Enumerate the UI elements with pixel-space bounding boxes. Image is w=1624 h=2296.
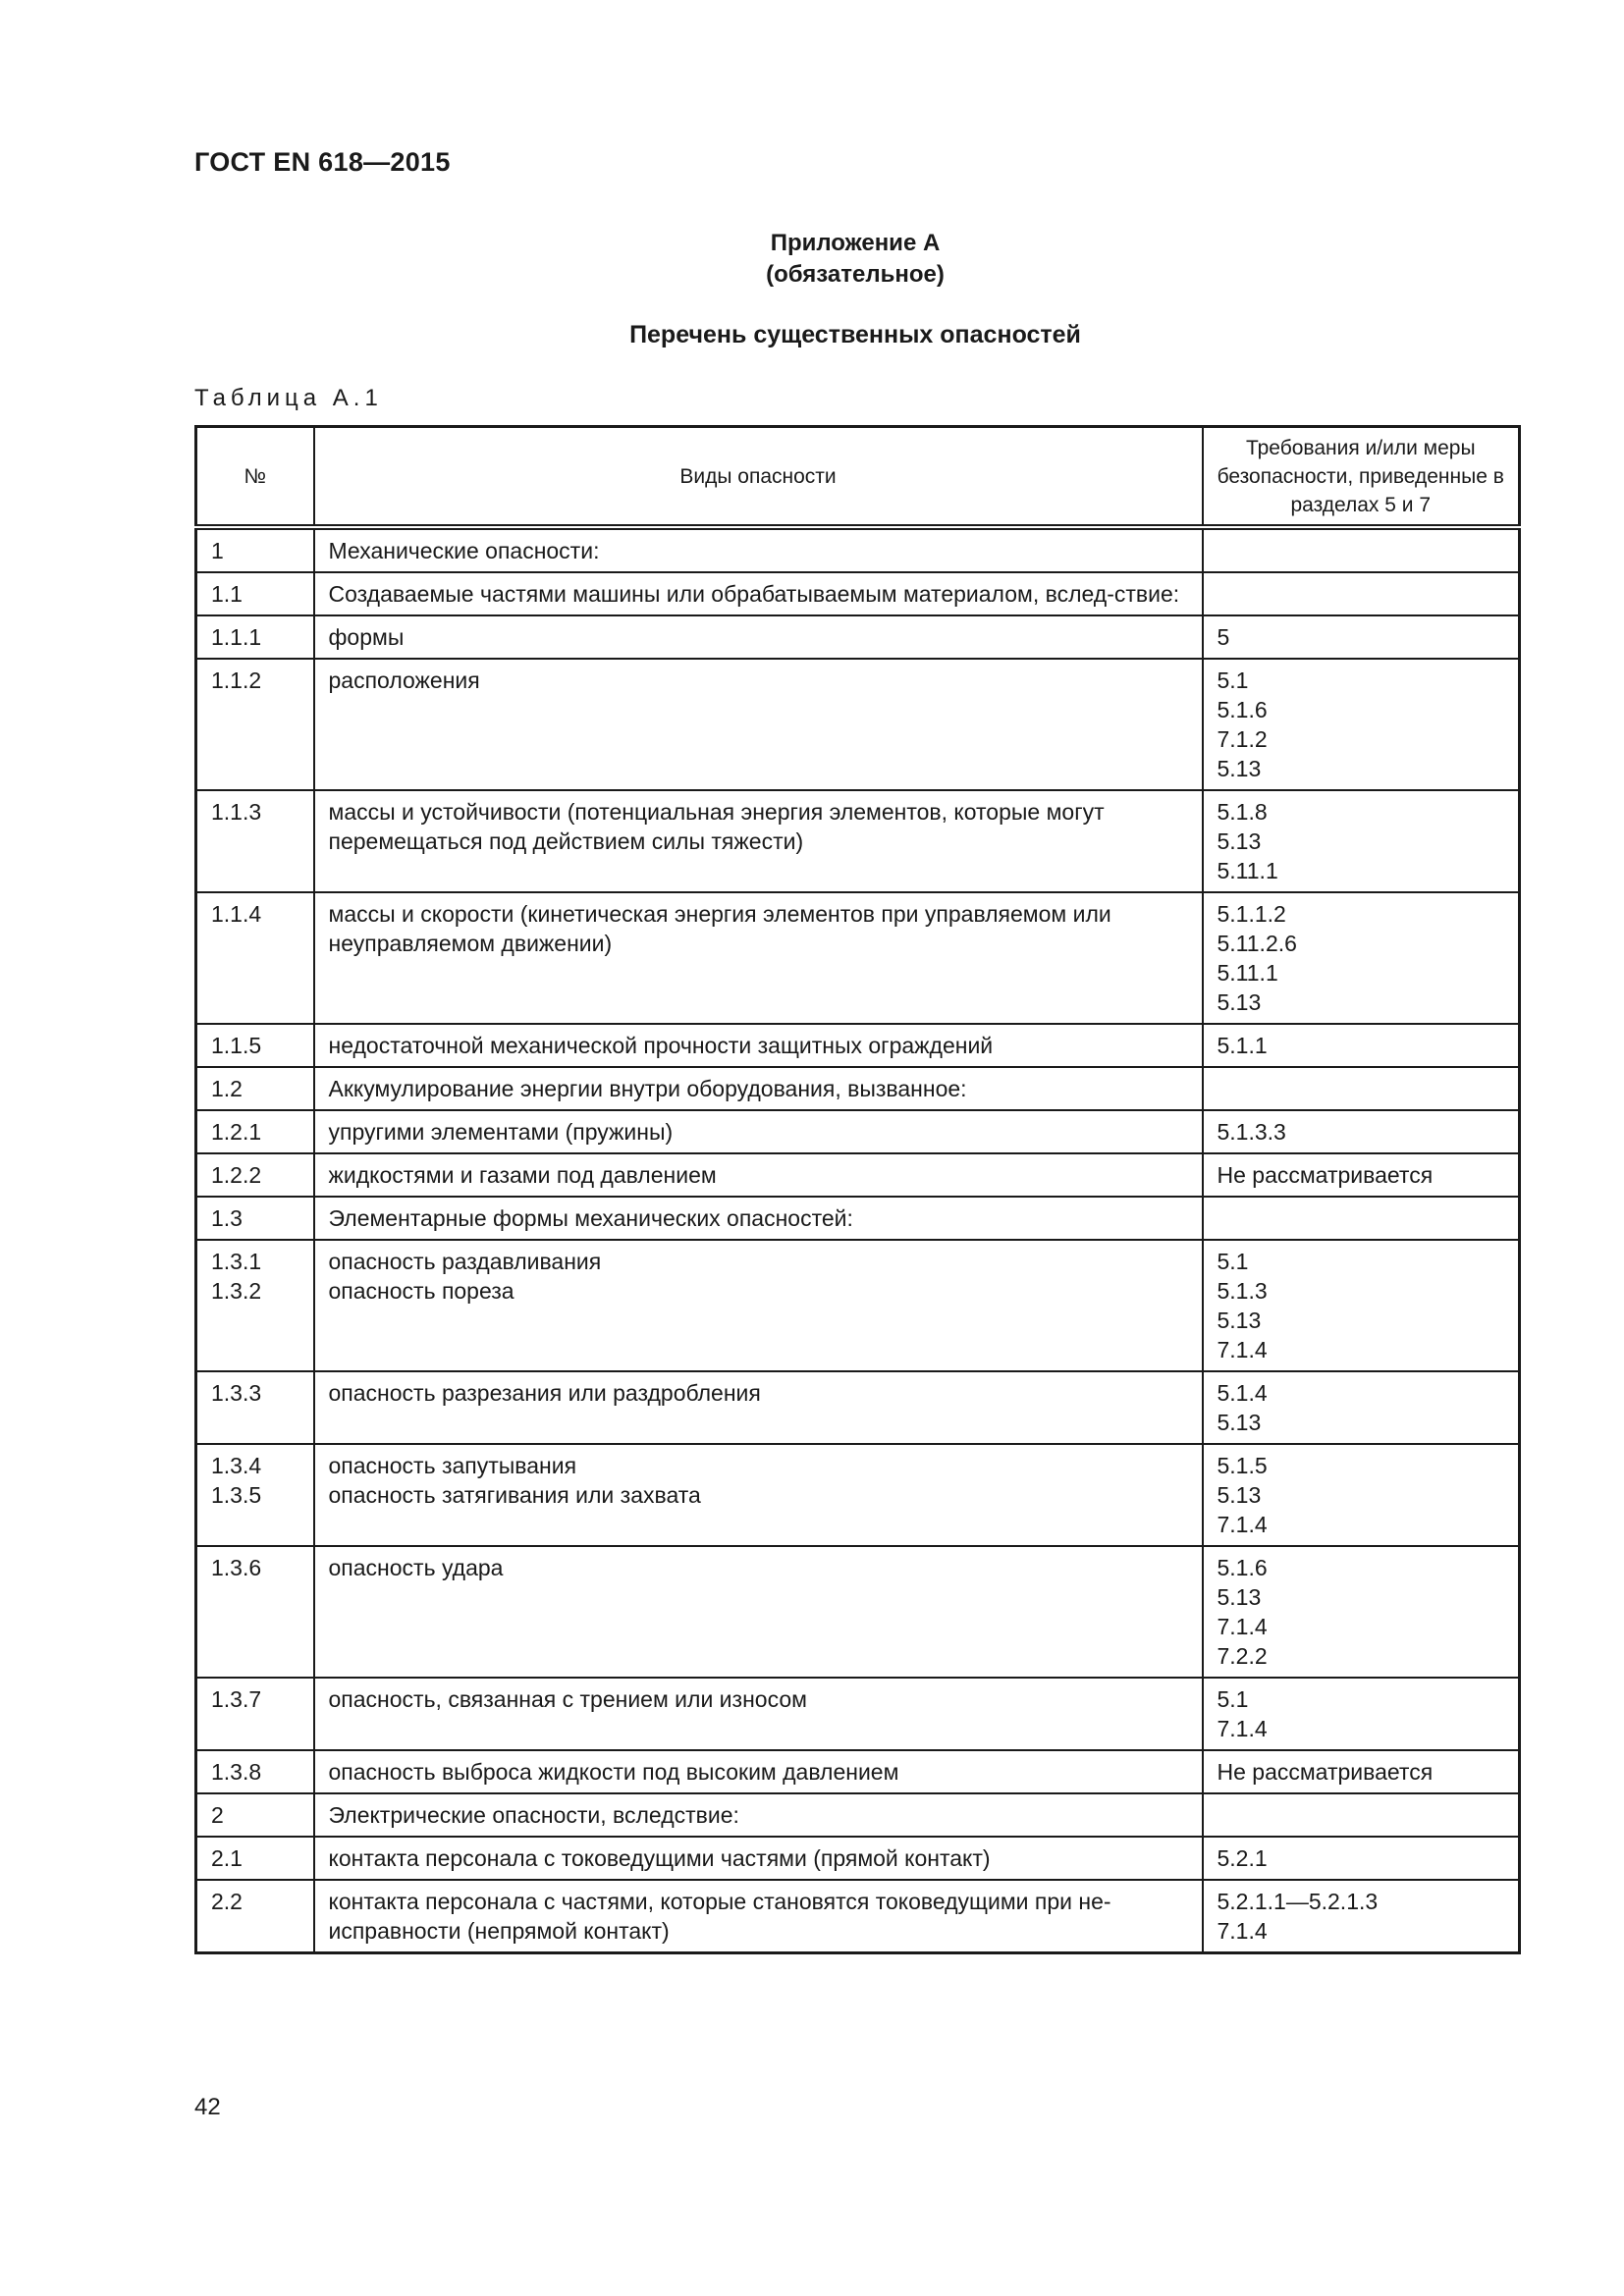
column-header-hazard: Виды опасности <box>314 427 1203 528</box>
cell-hazard <box>314 1240 1203 1371</box>
cell-requirements <box>1203 1546 1520 1678</box>
cell-number <box>196 1793 314 1837</box>
hazard-text: опасность выброса жидкости под высоким давлением <box>328 1759 899 1785</box>
cell-requirements <box>1203 572 1520 615</box>
hazard-table <box>194 425 1521 1954</box>
requirement-ref: 5.13 <box>1217 1308 1262 1333</box>
hazard-text: расположения <box>328 667 480 693</box>
cell-number <box>196 1678 314 1750</box>
requirement-ref: 7.1.4 <box>1217 1512 1268 1537</box>
row-number: 2 <box>211 1802 224 1828</box>
document-code: ГОСТ EN 618—2015 <box>194 147 451 177</box>
cell-requirements <box>1203 659 1520 790</box>
hazard-text: контакта персонала с частями, которые становятся токоведущими при не-исправности (непрямой контакт) <box>328 1889 1111 1944</box>
row-number: 1.3.6 <box>211 1555 262 1580</box>
requirement-ref: 7.1.2 <box>1217 726 1268 752</box>
cell-requirements <box>1203 615 1520 659</box>
requirement-ref: 5.13 <box>1217 1410 1262 1435</box>
cell-hazard <box>314 1793 1203 1837</box>
hazard-text: упругими элементами (пружины) <box>328 1119 674 1145</box>
requirement-ref: 5 <box>1217 624 1230 650</box>
table-row <box>196 1793 1520 1837</box>
cell-requirements <box>1203 1197 1520 1240</box>
cell-number <box>196 1240 314 1371</box>
requirement-ref: 5.13 <box>1217 1584 1262 1610</box>
row-number: 1.3.5 <box>211 1482 262 1508</box>
table-row <box>196 1197 1520 1240</box>
cell-number <box>196 1153 314 1197</box>
cell-hazard <box>314 572 1203 615</box>
cell-requirements <box>1203 892 1520 1024</box>
appendix-title: Приложение А <box>770 230 941 256</box>
row-number: 2.1 <box>211 1845 243 1871</box>
cell-hazard <box>314 615 1203 659</box>
hazard-text: массы и устойчивости (потенциальная энергия элементов, которые могут перемещаться под действием силы тяжести) <box>328 799 1105 854</box>
cell-hazard <box>314 1750 1203 1793</box>
cell-number <box>196 1371 314 1444</box>
cell-hazard <box>314 1837 1203 1880</box>
requirement-ref: 5.13 <box>1217 989 1262 1015</box>
row-number: 1.1 <box>211 581 243 607</box>
cell-number <box>196 1837 314 1880</box>
cell-requirements <box>1203 1110 1520 1153</box>
cell-hazard <box>314 1153 1203 1197</box>
hazard-text: опасность пореза <box>328 1278 514 1304</box>
table-row <box>196 659 1520 790</box>
hazard-text: опасность затягивания или захвата <box>328 1482 701 1508</box>
row-number: 1.3.4 <box>211 1453 262 1478</box>
cell-requirements <box>1203 1371 1520 1444</box>
cell-number <box>196 1197 314 1240</box>
column-header-number: № <box>196 427 314 528</box>
cell-hazard <box>314 1110 1203 1153</box>
table-row <box>196 1024 1520 1067</box>
column-header-requirements: Требования и/или меры безопасности, приведенные в разделах 5 и 7 <box>1203 427 1520 528</box>
table-row <box>196 615 1520 659</box>
cell-requirements <box>1203 1444 1520 1546</box>
cell-hazard <box>314 1197 1203 1240</box>
table-row <box>196 1750 1520 1793</box>
cell-number <box>196 1110 314 1153</box>
row-number: 1.3.2 <box>211 1278 262 1304</box>
row-number: 2.2 <box>211 1889 243 1914</box>
hazard-text: контакта персонала с токоведущими частями (прямой контакт) <box>328 1845 991 1871</box>
requirement-ref: 5.1.8 <box>1217 799 1268 825</box>
requirement-ref: 5.1.4 <box>1217 1380 1268 1406</box>
requirement-ref: 5.13 <box>1217 756 1262 781</box>
cell-hazard <box>314 790 1203 892</box>
cell-requirements <box>1203 1793 1520 1837</box>
appendix-heading <box>194 228 1516 291</box>
table-row <box>196 1371 1520 1444</box>
hazard-text: жидкостями и газами под давлением <box>328 1162 717 1188</box>
requirement-ref: 5.2.1.1—5.2.1.3 <box>1217 1889 1379 1914</box>
hazard-text: Электрические опасности, вследствие: <box>328 1802 739 1828</box>
cell-hazard <box>314 1678 1203 1750</box>
cell-number <box>196 1750 314 1793</box>
row-number: 1.3.3 <box>211 1380 262 1406</box>
table-row <box>196 1110 1520 1153</box>
row-number: 1.2 <box>211 1076 243 1101</box>
row-number: 1.3 <box>211 1205 243 1231</box>
requirement-ref: Не рассматривается <box>1217 1759 1434 1785</box>
hazard-text: опасность раздавливания <box>328 1249 602 1274</box>
row-number: 1.1.3 <box>211 799 262 825</box>
cell-number <box>196 1546 314 1678</box>
cell-requirements <box>1203 790 1520 892</box>
hazard-text: опасность разрезания или раздробления <box>328 1380 761 1406</box>
table-row <box>196 1837 1520 1880</box>
hazard-list-title: Перечень существенных опасностей <box>629 321 1081 348</box>
requirement-ref: 5.11.1 <box>1217 858 1278 883</box>
cell-requirements <box>1203 1750 1520 1793</box>
hazard-text: массы и скорости (кинетическая энергия элементов при управляемом или неуправляемом движении) <box>328 901 1111 956</box>
requirement-ref: 5.1 <box>1217 1686 1249 1712</box>
cell-requirements <box>1203 527 1520 572</box>
requirement-ref: 5.11.2.6 <box>1217 931 1297 956</box>
cell-hazard <box>314 892 1203 1024</box>
cell-hazard <box>314 1880 1203 1953</box>
requirement-ref: 5.1.6 <box>1217 697 1268 722</box>
row-number: 1.1.4 <box>211 901 262 927</box>
cell-requirements <box>1203 1678 1520 1750</box>
cell-requirements <box>1203 1240 1520 1371</box>
requirement-ref: 5.1.6 <box>1217 1555 1268 1580</box>
table-row <box>196 1153 1520 1197</box>
requirement-ref: Не рассматривается <box>1217 1162 1434 1188</box>
cell-requirements <box>1203 1837 1520 1880</box>
hazard-text: Механические опасности: <box>328 538 600 563</box>
cell-hazard <box>314 1546 1203 1678</box>
row-number: 1.1.2 <box>211 667 262 693</box>
cell-requirements <box>1203 1024 1520 1067</box>
cell-hazard <box>314 1371 1203 1444</box>
cell-number <box>196 1024 314 1067</box>
table-caption: Таблица А.1 <box>194 385 383 411</box>
hazard-text: формы <box>328 624 405 650</box>
row-number: 1.3.8 <box>211 1759 262 1785</box>
requirement-ref: 5.1.3 <box>1217 1278 1268 1304</box>
row-number: 1.1.1 <box>211 624 262 650</box>
cell-hazard <box>314 1067 1203 1110</box>
row-number: 1.2.1 <box>211 1119 262 1145</box>
cell-number <box>196 892 314 1024</box>
hazard-text: Аккумулирование энергии внутри оборудования, вызванное: <box>328 1076 967 1101</box>
requirement-ref: 5.1.3.3 <box>1217 1119 1286 1145</box>
requirement-ref: 5.11.1 <box>1217 960 1278 986</box>
requirement-ref: 5.1.1.2 <box>1217 901 1286 927</box>
cell-number <box>196 1880 314 1953</box>
cell-number <box>196 659 314 790</box>
row-number: 1.2.2 <box>211 1162 262 1188</box>
table-row <box>196 572 1520 615</box>
table-header-row <box>196 427 1520 528</box>
requirement-ref: 5.2.1 <box>1217 1845 1268 1871</box>
table-body <box>196 527 1520 1953</box>
requirement-ref: 7.1.4 <box>1217 1614 1268 1639</box>
requirement-ref: 7.1.4 <box>1217 1716 1268 1741</box>
table-row <box>196 1678 1520 1750</box>
requirement-ref: 5.1 <box>1217 1249 1249 1274</box>
table-row <box>196 1880 1520 1953</box>
table-row <box>196 527 1520 572</box>
requirement-ref: 7.1.4 <box>1217 1918 1268 1944</box>
cell-hazard <box>314 1024 1203 1067</box>
page-number: 42 <box>194 2094 221 2120</box>
row-number: 1.3.1 <box>211 1249 262 1274</box>
cell-requirements <box>1203 1067 1520 1110</box>
cell-number <box>196 1444 314 1546</box>
requirement-ref: 5.1.5 <box>1217 1453 1268 1478</box>
row-number: 1.3.7 <box>211 1686 262 1712</box>
table-row <box>196 790 1520 892</box>
requirement-ref: 7.2.2 <box>1217 1643 1268 1669</box>
hazard-text: опасность удара <box>328 1555 504 1580</box>
table-row <box>196 1444 1520 1546</box>
hazard-text: Создаваемые частями машины или обрабатываемым материалом, вслед-ствие: <box>328 581 1180 607</box>
requirement-ref: 5.13 <box>1217 828 1262 854</box>
hazard-text: недостаточной механической прочности защитных ограждений <box>328 1033 994 1058</box>
requirement-ref: 5.13 <box>1217 1482 1262 1508</box>
cell-hazard <box>314 527 1203 572</box>
table-row <box>196 1240 1520 1371</box>
cell-requirements <box>1203 1153 1520 1197</box>
row-number: 1.1.5 <box>211 1033 262 1058</box>
cell-hazard <box>314 659 1203 790</box>
table-row <box>196 1546 1520 1678</box>
hazard-text: опасность запутывания <box>328 1453 577 1478</box>
table-row <box>196 1067 1520 1110</box>
requirement-ref: 5.1 <box>1217 667 1249 693</box>
cell-requirements <box>1203 1880 1520 1953</box>
hazard-text: Элементарные формы механических опасностей: <box>328 1205 853 1231</box>
cell-number <box>196 790 314 892</box>
cell-number <box>196 1067 314 1110</box>
cell-number <box>196 615 314 659</box>
hazard-text: опасность, связанная с трением или износом <box>328 1686 807 1712</box>
requirement-ref: 5.1.1 <box>1217 1033 1268 1058</box>
row-number: 1 <box>211 538 224 563</box>
cell-hazard <box>314 1444 1203 1546</box>
requirement-ref: 7.1.4 <box>1217 1337 1268 1362</box>
appendix-status: (обязательное) <box>766 261 945 288</box>
cell-number <box>196 527 314 572</box>
table-row <box>196 892 1520 1024</box>
cell-number <box>196 572 314 615</box>
